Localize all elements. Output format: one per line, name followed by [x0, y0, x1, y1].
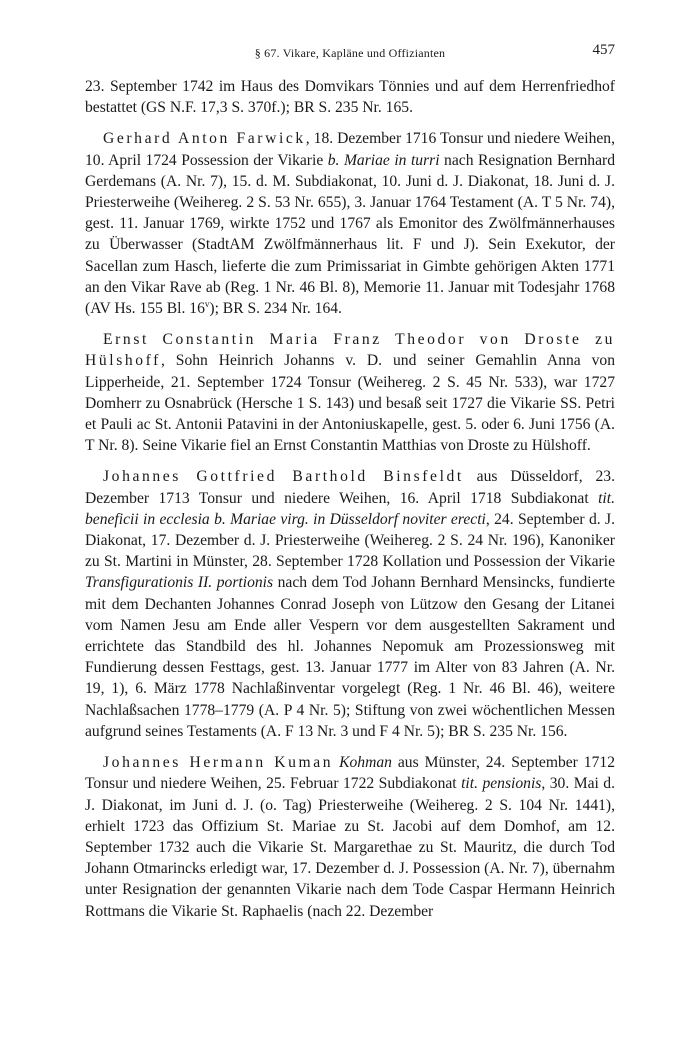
entry-text: , Sohn Heinrich Johanns v. D. und seiner Gemahlin Anna von Lipperheide, 21. September 1724 Tonsur (Weihereg. 2 S. 45 Nr. 533), war 1727 Domherr zu Osnabrück (Hersche 1 S. 143) und besaß seit 1727 die Vikarie SS. Petri et Pauli ac St. Antonii Patavini in der Antoniuskapelle, gest. 5. oder 6. Juni 1756 (A. T Nr. 8). Seine Vikarie fiel an Ernst Constantin Matthias von Droste zu Hülshoff.: [85, 352, 615, 455]
paragraph-text: 23. September 1742 im Haus des Domvikars Tönnies und auf dem Herrenfriedhof bestattet (GS N.F. 17,3 S. 370f.); BR S. 235 Nr. 165.: [85, 78, 615, 117]
paragraph-continuation: [85, 76, 615, 118]
entry-italic: tit. beneficii in ecclesia b. Mariae virg. in Düsseldorf noviter erecti: [85, 489, 615, 528]
entry-italic: Kohman: [339, 754, 392, 772]
entry-name: Gerhard Anton Farwick: [103, 130, 306, 148]
entry-text: , 24. September d. J. Diakonat, 17. Dezember d. J. Priesterweihe (Weihereg. 2 S. 24 Nr. 196), Kanoniker zu St. Martini in Münster, 28. September 1728 Kollation und Possession der Vikarie: [85, 510, 615, 571]
entry-name: Ernst Constantin Maria Franz Theodor von Droste zu Hülshoff: [85, 331, 615, 370]
entry-text: , 18. Dezember 1716 Tonsur und niedere Weihen, 10. April 1724 Possession der Vikarie: [85, 130, 615, 169]
entry-superscript: v: [204, 298, 210, 309]
running-title: § 67. Vikare, Kapläne und Offizianten: [254, 46, 446, 60]
entry-binsfeldt: [85, 466, 615, 742]
entry-text: aus Münster, 24. September 1712 Tonsur und niedere Weihen, 25. Februar 1722 Subdiakonat: [85, 754, 615, 793]
entry-droste: [85, 329, 615, 456]
entry-name: Johannes Gottfried Barthold Binsfeldt: [103, 468, 464, 486]
entry-italic: Transfigurationis II. portionis: [85, 574, 274, 592]
entry-kuman: [85, 752, 615, 922]
entry-text: aus Düsseldorf, 23. Dezember 1713 Tonsur und niedere Weihen, 16. April 1718 Subdiakonat: [85, 468, 615, 507]
running-header: [85, 40, 615, 66]
entry-italic: tit. pensionis: [461, 775, 542, 793]
entry-text: nach dem Tod Johann Bernhard Mensincks, fundierte mit dem Dechanten Johannes Conrad Joseph von Lützow den Gesang der Litanei vom Namen Jesu am Ende aller Vespern vor dem ausgestellten Sakrament und errichtete das Standbild des hl. Johannes Nepomuk am Prozessionsweg mit Fundierung dessen Festtags, gest. 13. Januar 1777 im Alter von 83 Jahren (A. Nr. 19, 1), 6. März 1778 Nachlaßinventar vorgelegt (Reg. 1 Nr. 46 Bl. 46), weitere Nachlaßsachen 1778–1779 (A. P 4 Nr. 5); Stiftung von zwei wöchentlichen Messen aufgrund seines Testaments (A. F 13 Nr. 3 und F 4 Nr. 5); BR S. 235 Nr. 156.: [85, 574, 615, 740]
entry-italic: b. Mariae in turri: [327, 151, 440, 169]
entry-farwick: [85, 128, 615, 319]
entry-text: , 30. Mai d. J. Diakonat, im Juni d. J. (o. Tag) Priesterweihe (Weihereg. 2 S. 104 Nr. 1441), erhielt 1723 das Offizium St. Mariae zu St. Jacobi auf dem Domhof, am 12. September 1732 auch die Vikarie St. Margarethae zu St. Mauritz, die durch Tod Johann Otmarincks erledigt war, 17. Dezember d. J. Possession (A. Nr. 7), übernahm unter Resignation der genannten Vikarie nach dem Tode Caspar Hermann Heinrich Rottmans die Vikarie St. Raphaelis (nach 22. Dezember: [85, 775, 615, 920]
entry-name: Johannes Hermann Kuman: [103, 754, 334, 772]
entry-text: ); BR S. 234 Nr. 164.: [209, 300, 342, 318]
document-page: [85, 40, 615, 932]
page-number: 457: [592, 42, 615, 58]
entry-text: nach Resignation Bernhard Gerdemans (A. Nr. 7), 15. d. M. Subdiakonat, 10. Juni d. J. Diakonat, 18. Juni d. J. Priesterweihe (Weihereg. 2 S. 53 Nr. 655), 3. Januar 1764 Testament (A. T 5 Nr. 74), gest. 11. Januar 1769, wirkte 1752 und 1767 als Emonitor des Zwölfmännerhauses zu Überwasser (StadtAM Zwölfmännerhaus lit. F und J). Sein Exekutor, der Sacellan zum Hasch, lieferte die zum Primissariat in Gimbte gehörigen Akten 1771 an den Vikar Rave ab (Reg. 1 Nr. 46 Bl. 8), Memorie 11. Januar mit Todesjahr 1768 (AV Hs. 155 Bl. 16: [85, 151, 615, 318]
